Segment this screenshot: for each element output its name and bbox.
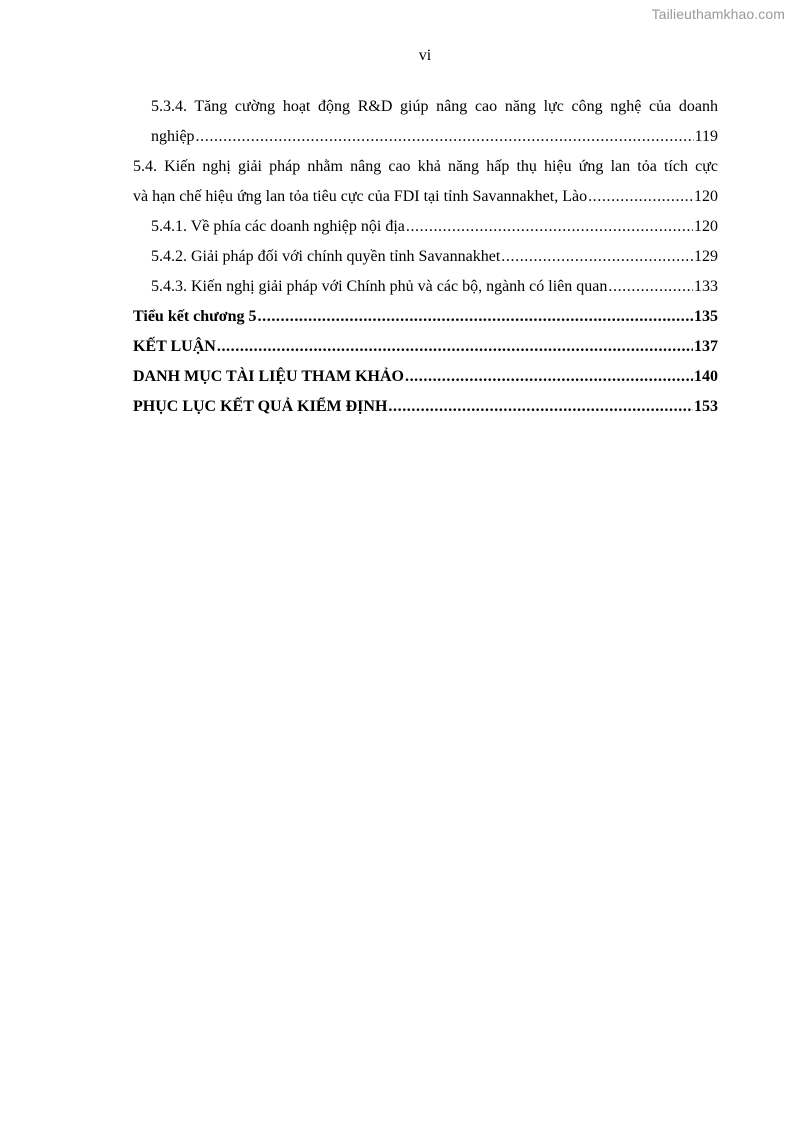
toc-entry-5-4-line2[interactable] (133, 182, 718, 212)
toc-page-number: 153 (694, 398, 718, 415)
toc-page-number: 129 (694, 248, 718, 265)
toc-entry-title-cont: và hạn chế hiệu ứng lan tỏa tiêu cực của FDI tại tỉnh Savannakhet, Lào (133, 188, 588, 205)
toc-entry-title: Tiểu kết chương 5 (133, 308, 257, 325)
toc-entry-5-3-4-line1 (133, 92, 718, 122)
toc-page-number: 120 (694, 218, 718, 235)
toc-entry-title: PHỤC LỤC KẾT QUẢ KIỂM ĐỊNH (133, 398, 388, 415)
dot-leader (405, 362, 693, 392)
toc-entry-title: DANH MỤC TÀI LIỆU THAM KHẢO (133, 368, 404, 385)
toc-entry-title: 5.4.1. Về phía các doanh nghiệp nội địa (151, 218, 405, 235)
table-of-contents (133, 92, 718, 422)
toc-entry-chapter-5-summary[interactable] (133, 302, 718, 332)
dot-leader (588, 182, 693, 212)
toc-entry-5-4-3[interactable] (133, 272, 718, 302)
toc-page-number: 135 (694, 308, 718, 325)
toc-entry-references[interactable] (133, 362, 718, 392)
dot-leader (217, 332, 693, 362)
toc-entry-5-4-line1 (133, 152, 718, 182)
toc-entry-5-3-4-line2[interactable] (133, 122, 718, 152)
dot-leader (501, 242, 693, 272)
dot-leader (608, 272, 693, 302)
toc-page-number: 137 (694, 338, 718, 355)
toc-entry-title: 5.4. Kiến nghị giải pháp nhằm nâng cao khả năng hấp thụ hiệu ứng lan tỏa tích cực (133, 158, 718, 175)
dot-leader (258, 302, 693, 332)
toc-page-number: 119 (694, 128, 718, 145)
toc-entry-title: 5.4.3. Kiến nghị giải pháp với Chính phủ và các bộ, ngành có liên quan (151, 278, 608, 295)
toc-entry-title: 5.3.4. Tăng cường hoạt động R&D giúp nâng cao năng lực công nghệ của doanh (151, 98, 718, 115)
toc-page-number: 120 (694, 188, 718, 205)
dot-leader (406, 212, 693, 242)
watermark-text: Tailieuthamkhao.com (651, 6, 785, 22)
toc-entry-conclusion[interactable] (133, 332, 718, 362)
toc-entry-title: 5.4.2. Giải pháp đối với chính quyền tỉnh Savannakhet (151, 248, 501, 265)
toc-page-number: 140 (694, 368, 718, 385)
toc-entry-5-4-1[interactable] (133, 212, 718, 242)
toc-page-number: 133 (694, 278, 718, 295)
toc-entry-title-cont: nghiệp (151, 128, 195, 145)
toc-entry-5-4-2[interactable] (133, 242, 718, 272)
toc-entry-appendix[interactable] (133, 392, 718, 422)
toc-entry-title: KẾT LUẬN (133, 338, 216, 355)
dot-leader (388, 392, 693, 422)
page-number: vi (418, 47, 432, 64)
dot-leader (196, 122, 694, 152)
